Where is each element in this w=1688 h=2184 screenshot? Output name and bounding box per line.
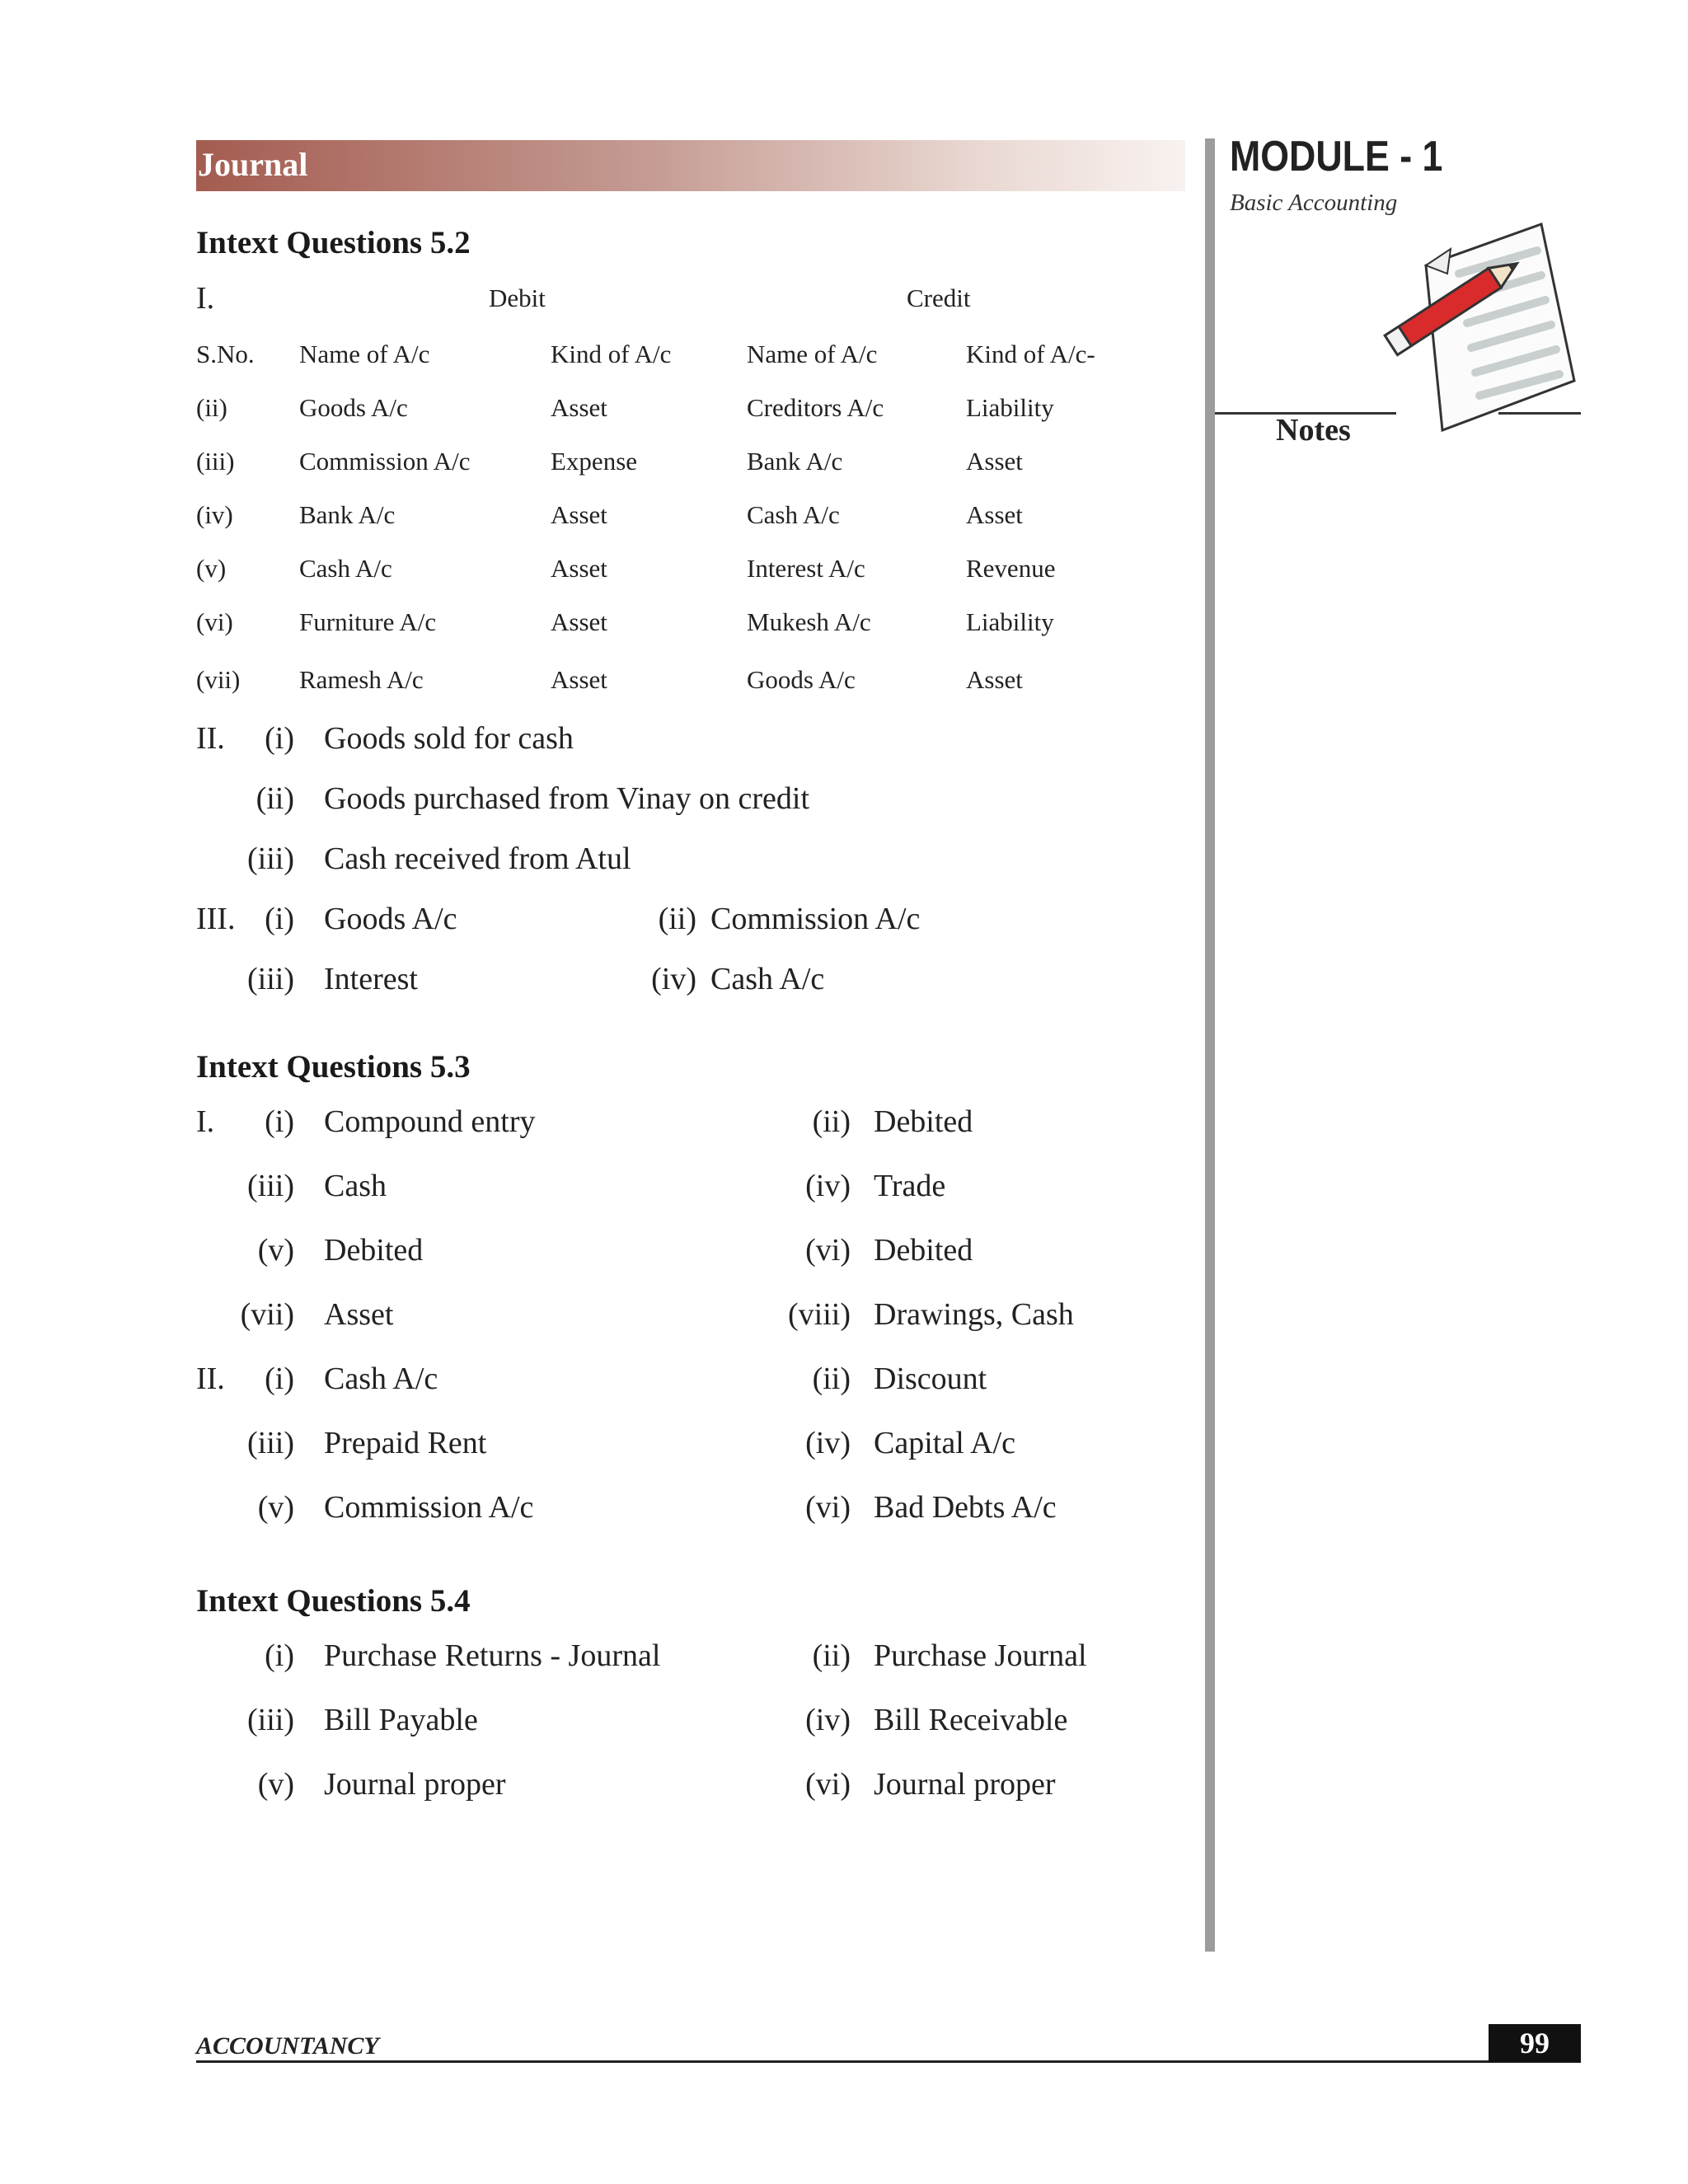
table-cell: (vii): [196, 665, 241, 694]
item-number: (viii): [788, 1297, 851, 1332]
item-text: Commission A/c: [324, 1490, 534, 1525]
item-number: (iii): [247, 841, 294, 876]
notes-rule-right: [1498, 412, 1581, 415]
item-text: Goods sold for cash: [324, 721, 574, 756]
item-text: Compound entry: [324, 1104, 536, 1139]
item-text: Debited: [874, 1233, 973, 1268]
table-cell: Asset: [551, 393, 607, 422]
item-text: Drawings, Cash: [874, 1297, 1074, 1332]
item-number: (v): [257, 1233, 294, 1268]
item-number: (iv): [805, 1703, 851, 1737]
item-number: (iv): [805, 1426, 851, 1460]
item-number: (ii): [812, 1638, 851, 1673]
table-cell: Commission A/c: [299, 447, 471, 476]
table-cell: Creditors A/c: [747, 393, 884, 422]
part-label-I: I.: [196, 1104, 215, 1139]
table-cell: Mukesh A/c: [747, 607, 871, 636]
table-cell: Asset: [551, 500, 607, 529]
item-text: Cash A/c: [710, 962, 825, 996]
section-heading-5-2: Intext Questions 5.2: [196, 225, 471, 260]
table-cell: Asset: [966, 665, 1023, 694]
item-number: (i): [265, 1638, 294, 1673]
item-text: Interest: [324, 962, 418, 996]
footer-rule: [196, 2060, 1581, 2063]
item-number: (v): [257, 1767, 294, 1802]
debit-group-header: Debit: [489, 284, 546, 312]
item-number: (iii): [247, 1703, 294, 1737]
item-text: Purchase Returns - Journal: [324, 1638, 661, 1673]
module-subtitle: Basic Accounting: [1230, 190, 1398, 216]
table-cell: Goods A/c: [747, 665, 856, 694]
table-cell: Furniture A/c: [299, 607, 437, 636]
item-text: Cash: [324, 1169, 387, 1203]
table-cell: Cash A/c: [747, 500, 840, 529]
item-number: (i): [265, 902, 294, 936]
item-text: Commission A/c: [710, 902, 921, 936]
table-cell: Bank A/c: [299, 500, 396, 529]
table-cell: Asset: [551, 665, 607, 694]
item-number: (ii): [658, 902, 696, 936]
item-number: (i): [265, 721, 294, 756]
table-cell: (iv): [196, 500, 233, 529]
item-number: (v): [257, 1490, 294, 1525]
item-text: Bill Receivable: [874, 1703, 1068, 1737]
item-text: Discount: [874, 1361, 987, 1396]
table-cell: Expense: [551, 447, 638, 476]
item-text: Goods A/c: [324, 902, 457, 936]
item-text: Goods purchased from Vinay on credit: [324, 781, 810, 816]
item-number: (ii): [812, 1361, 851, 1396]
item-number: (iv): [805, 1169, 851, 1203]
column-header-debit-name: Name of A/c: [299, 340, 430, 368]
table-cell: Liability: [966, 393, 1054, 422]
table-cell: (vi): [196, 607, 233, 636]
column-header-credit-name: Name of A/c: [747, 340, 878, 368]
table-cell: Bank A/c: [747, 447, 843, 476]
table-cell: Liability: [966, 607, 1054, 636]
item-number: (iii): [247, 1426, 294, 1460]
item-number: (ii): [256, 781, 294, 816]
section-heading-5-4: Intext Questions 5.4: [196, 1583, 471, 1619]
chapter-title: Journal: [198, 146, 308, 183]
item-text: Journal proper: [324, 1767, 506, 1802]
table-cell: Revenue: [966, 554, 1056, 583]
part-label-II: II.: [196, 1361, 225, 1396]
table-cell: Ramesh A/c: [299, 665, 424, 694]
table-cell: Goods A/c: [299, 393, 408, 422]
chapter-header-band: [196, 140, 1185, 191]
table-cell: Cash A/c: [299, 554, 392, 583]
table-cell: Asset: [551, 554, 607, 583]
notes-pencil-icon: [1368, 216, 1582, 451]
item-number: (vi): [805, 1233, 851, 1268]
part-label-II: II.: [196, 721, 225, 756]
item-text: Bill Payable: [324, 1703, 478, 1737]
item-text: Purchase Journal: [874, 1638, 1087, 1673]
section-heading-5-3: Intext Questions 5.3: [196, 1049, 471, 1085]
item-text: Debited: [874, 1104, 973, 1139]
item-text: Trade: [874, 1169, 946, 1203]
item-number: (i): [265, 1361, 294, 1396]
item-number: (vii): [240, 1297, 294, 1332]
table-cell: Asset: [551, 607, 607, 636]
column-header-credit-kind: Kind of A/c-: [966, 340, 1095, 368]
item-number: (ii): [812, 1104, 851, 1139]
table-cell: Asset: [966, 447, 1023, 476]
part-label-I: I.: [196, 281, 215, 316]
item-text: Asset: [324, 1297, 394, 1332]
table-cell: Asset: [966, 500, 1023, 529]
page-number: 99: [1520, 2027, 1550, 2060]
sidebar-divider: [1205, 138, 1215, 1952]
item-number: (iii): [247, 1169, 294, 1203]
item-text: Cash A/c: [324, 1361, 438, 1396]
item-text: Journal proper: [874, 1767, 1056, 1802]
notes-label: Notes: [1276, 413, 1351, 448]
footer-subject-label: ACCOUNTANCY: [196, 2032, 379, 2060]
table-cell: (iii): [196, 447, 235, 476]
table-cell: Interest A/c: [747, 554, 865, 583]
item-number: (vi): [805, 1490, 851, 1525]
item-number: (iv): [651, 962, 696, 996]
item-text: Bad Debts A/c: [874, 1490, 1057, 1525]
column-header-sno: S.No.: [196, 340, 255, 368]
item-text: Prepaid Rent: [324, 1426, 487, 1460]
module-title: MODULE - 1: [1230, 133, 1443, 180]
item-number: (iii): [247, 962, 294, 996]
column-header-debit-kind: Kind of A/c: [551, 340, 672, 368]
credit-group-header: Credit: [907, 284, 971, 312]
table-cell: (v): [196, 554, 227, 583]
item-number: (vi): [805, 1767, 851, 1802]
item-number: (i): [265, 1104, 294, 1139]
item-text: Debited: [324, 1233, 424, 1268]
table-cell: (ii): [196, 393, 227, 422]
part-label-III: III.: [196, 902, 236, 936]
item-text: Cash received from Atul: [324, 841, 631, 876]
item-text: Capital A/c: [874, 1426, 1016, 1460]
